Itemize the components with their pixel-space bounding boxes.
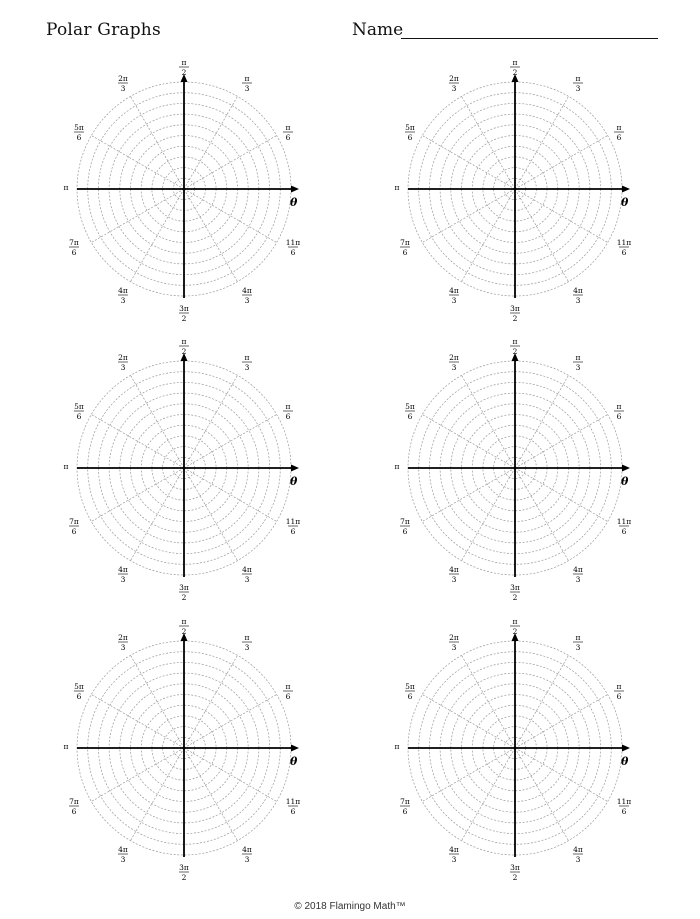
polar-graph: [395, 58, 632, 323]
angle-numerator: 4π: [242, 845, 252, 854]
angle-label: [242, 633, 252, 652]
copyright-footer: © 2018 Flamingo Math™: [294, 901, 406, 912]
angle-numerator: 5π: [74, 682, 84, 691]
angle-numerator: π: [285, 402, 291, 411]
angle-denominator: 6: [71, 527, 77, 536]
angle-denominator: 2: [181, 593, 187, 602]
angle-numerator: π: [181, 617, 187, 626]
angle-label: [69, 238, 79, 257]
angle-numerator: π: [512, 337, 518, 346]
angle-numerator: 4π: [118, 286, 128, 295]
angle-numerator: π: [244, 353, 250, 362]
radial-line: [422, 748, 515, 802]
angle-label: [449, 74, 459, 93]
angle-label: [573, 74, 583, 93]
theta-axis-label: θ: [290, 475, 298, 488]
angle-numerator: 11π: [616, 517, 632, 526]
angle-label: [242, 286, 252, 305]
polar-graph: [64, 617, 301, 882]
angle-label: [614, 123, 624, 142]
angle-numerator: 5π: [405, 682, 415, 691]
angle-numerator: 11π: [285, 517, 301, 526]
angle-denominator: 2: [512, 68, 518, 77]
angle-label-pi: π: [63, 462, 69, 471]
radial-line: [422, 189, 515, 243]
angle-denominator: 3: [120, 363, 126, 372]
angle-denominator: 6: [285, 692, 291, 701]
angle-label: [283, 402, 293, 421]
angle-label: [449, 353, 459, 372]
angle-label: [510, 337, 520, 356]
angle-label: [69, 517, 79, 536]
angle-numerator: 4π: [449, 286, 459, 295]
angle-denominator: 6: [285, 412, 291, 421]
angle-label: [286, 797, 301, 816]
angle-label: [118, 353, 128, 372]
angle-label: [64, 462, 69, 471]
polar-graph: [395, 617, 632, 882]
angle-numerator: 4π: [242, 565, 252, 574]
angle-label: [118, 286, 128, 305]
angle-denominator: 6: [407, 412, 413, 421]
angle-denominator: 3: [451, 296, 457, 305]
angle-label: [286, 517, 301, 536]
angle-numerator: 5π: [74, 123, 84, 132]
angle-label: [617, 797, 632, 816]
angle-label: [283, 123, 293, 142]
angle-label: [179, 863, 189, 882]
angle-numerator: 3π: [179, 863, 189, 872]
angle-label-pi: π: [394, 742, 400, 751]
radial-line: [515, 189, 608, 243]
angle-denominator: 6: [616, 133, 622, 142]
angle-numerator: 2π: [449, 353, 459, 362]
angle-label: [614, 402, 624, 421]
angle-denominator: 3: [451, 363, 457, 372]
angle-denominator: 3: [244, 363, 250, 372]
angle-numerator: 11π: [285, 238, 301, 247]
angle-denominator: 3: [120, 296, 126, 305]
angle-label: [242, 74, 252, 93]
angle-numerator: 7π: [69, 238, 79, 247]
angle-denominator: 3: [451, 575, 457, 584]
angle-label: [573, 353, 583, 372]
angle-label: [242, 845, 252, 864]
angle-denominator: 3: [244, 296, 250, 305]
radial-line: [515, 375, 569, 468]
angle-label: [573, 633, 583, 652]
angle-label: [179, 304, 189, 323]
angle-denominator: 3: [244, 575, 250, 584]
angle-denominator: 6: [290, 807, 296, 816]
angle-numerator: 3π: [510, 304, 520, 313]
angle-label: [617, 517, 632, 536]
angle-numerator: 4π: [573, 286, 583, 295]
angle-numerator: π: [616, 123, 622, 132]
angle-denominator: 3: [451, 855, 457, 864]
angle-numerator: π: [512, 617, 518, 626]
angle-denominator: 3: [120, 855, 126, 864]
angle-label: [242, 565, 252, 584]
angle-denominator: 3: [120, 643, 126, 652]
angle-label-pi: π: [394, 462, 400, 471]
angle-label: [449, 286, 459, 305]
angle-numerator: π: [616, 682, 622, 691]
polar-graph: [395, 337, 632, 602]
angle-label: [449, 845, 459, 864]
angle-label-pi: π: [394, 183, 400, 192]
theta-axis-label: θ: [290, 755, 298, 768]
angle-numerator: π: [285, 123, 291, 132]
angle-numerator: 3π: [179, 583, 189, 592]
angle-denominator: 3: [451, 84, 457, 93]
angle-label: [614, 682, 624, 701]
angle-label: [118, 565, 128, 584]
angle-denominator: 2: [181, 873, 187, 882]
angle-numerator: π: [181, 58, 187, 67]
angle-numerator: 2π: [449, 74, 459, 83]
angle-numerator: 4π: [573, 845, 583, 854]
angle-denominator: 6: [621, 807, 627, 816]
angle-label: [617, 238, 632, 257]
angle-denominator: 6: [285, 133, 291, 142]
radial-line: [91, 748, 184, 802]
angle-numerator: 7π: [400, 797, 410, 806]
axis-arrow-right: [291, 186, 299, 193]
angle-numerator: π: [285, 682, 291, 691]
angle-denominator: 2: [181, 314, 187, 323]
angle-denominator: 3: [120, 84, 126, 93]
angle-label: [510, 304, 520, 323]
angle-label: [64, 183, 69, 192]
angle-denominator: 2: [512, 314, 518, 323]
radial-line: [91, 468, 184, 522]
angle-denominator: 3: [575, 363, 581, 372]
radial-line: [515, 655, 569, 748]
polar-graph: [64, 58, 301, 323]
angle-label: [283, 682, 293, 701]
angle-numerator: 7π: [400, 517, 410, 526]
angle-numerator: 4π: [242, 286, 252, 295]
angle-denominator: 3: [244, 84, 250, 93]
angle-denominator: 3: [575, 84, 581, 93]
axis-arrow-right: [622, 186, 630, 193]
angle-numerator: 4π: [118, 845, 128, 854]
angle-numerator: π: [616, 402, 622, 411]
page-title: Polar Graphs: [46, 20, 161, 40]
angle-numerator: 2π: [118, 633, 128, 642]
angle-label: [74, 682, 84, 701]
angle-label: [405, 682, 415, 701]
angle-label: [179, 337, 189, 356]
radial-line: [184, 748, 277, 802]
angle-denominator: 6: [76, 412, 82, 421]
angle-numerator: 2π: [449, 633, 459, 642]
angle-label: [118, 74, 128, 93]
angle-label: [286, 238, 301, 257]
angle-numerator: π: [575, 74, 581, 83]
angle-label: [449, 633, 459, 652]
angle-denominator: 6: [290, 527, 296, 536]
angle-label: [510, 863, 520, 882]
angle-denominator: 3: [244, 643, 250, 652]
axis-arrow-right: [291, 465, 299, 472]
angle-denominator: 3: [575, 643, 581, 652]
angle-numerator: π: [181, 337, 187, 346]
angle-denominator: 6: [616, 412, 622, 421]
angle-denominator: 6: [621, 248, 627, 257]
angle-numerator: 7π: [69, 517, 79, 526]
angle-label-pi: π: [63, 183, 69, 192]
angle-denominator: 3: [575, 575, 581, 584]
angle-label: [405, 123, 415, 142]
angle-label: [118, 845, 128, 864]
angle-label: [400, 238, 410, 257]
angle-denominator: 6: [76, 133, 82, 142]
angle-label: [69, 797, 79, 816]
angle-numerator: 4π: [449, 845, 459, 854]
angle-denominator: 6: [71, 248, 77, 257]
angle-label: [74, 402, 84, 421]
angle-denominator: 6: [402, 527, 408, 536]
angle-numerator: π: [575, 353, 581, 362]
angle-numerator: 11π: [285, 797, 301, 806]
theta-axis-label: θ: [621, 755, 629, 768]
radial-line: [184, 468, 277, 522]
angle-denominator: 6: [407, 692, 413, 701]
angle-numerator: π: [575, 633, 581, 642]
angle-label: [573, 845, 583, 864]
radial-line: [515, 96, 569, 189]
angle-numerator: π: [244, 74, 250, 83]
angle-label: [449, 565, 459, 584]
angle-numerator: 2π: [118, 353, 128, 362]
angle-numerator: 5π: [405, 402, 415, 411]
angle-numerator: 4π: [118, 565, 128, 574]
angle-numerator: π: [512, 58, 518, 67]
angle-denominator: 6: [290, 248, 296, 257]
angle-denominator: 3: [451, 643, 457, 652]
radial-line: [184, 655, 238, 748]
angle-label: [400, 797, 410, 816]
theta-axis-label: θ: [290, 196, 298, 209]
angle-denominator: 6: [616, 692, 622, 701]
radial-line: [422, 468, 515, 522]
angle-denominator: 3: [575, 296, 581, 305]
angle-numerator: 5π: [74, 402, 84, 411]
angle-denominator: 2: [181, 347, 187, 356]
radial-line: [184, 189, 277, 243]
angle-denominator: 6: [402, 248, 408, 257]
angle-numerator: 3π: [510, 583, 520, 592]
angle-denominator: 3: [575, 855, 581, 864]
angle-numerator: 7π: [400, 238, 410, 247]
angle-denominator: 2: [512, 627, 518, 636]
radial-line: [515, 468, 608, 522]
angle-label: [179, 617, 189, 636]
angle-label: [510, 58, 520, 77]
polar-graph: [64, 337, 301, 602]
angle-numerator: 3π: [510, 863, 520, 872]
axis-arrow-right: [622, 465, 630, 472]
angle-label: [179, 583, 189, 602]
angle-denominator: 6: [621, 527, 627, 536]
name-label: Name: [352, 20, 404, 40]
theta-axis-label: θ: [621, 196, 629, 209]
radial-line: [515, 748, 608, 802]
angle-label: [179, 58, 189, 77]
angle-numerator: 11π: [616, 797, 632, 806]
angle-label: [74, 123, 84, 142]
angle-label: [405, 402, 415, 421]
angle-label: [395, 742, 400, 751]
axis-arrow-right: [622, 745, 630, 752]
angle-label: [573, 286, 583, 305]
angle-label: [510, 617, 520, 636]
angle-label: [573, 565, 583, 584]
angle-label: [395, 462, 400, 471]
angle-numerator: π: [244, 633, 250, 642]
angle-denominator: 2: [181, 627, 187, 636]
radial-line: [91, 189, 184, 243]
angle-numerator: 5π: [405, 123, 415, 132]
angle-label-pi: π: [63, 742, 69, 751]
angle-denominator: 2: [512, 593, 518, 602]
angle-denominator: 3: [244, 855, 250, 864]
angle-denominator: 2: [512, 873, 518, 882]
angle-numerator: 11π: [616, 238, 632, 247]
angle-numerator: 3π: [179, 304, 189, 313]
angle-label: [400, 517, 410, 536]
angle-label: [242, 353, 252, 372]
angle-denominator: 6: [407, 133, 413, 142]
angle-label: [510, 583, 520, 602]
angle-denominator: 2: [181, 68, 187, 77]
angle-denominator: 6: [402, 807, 408, 816]
angle-denominator: 3: [120, 575, 126, 584]
radial-line: [184, 96, 238, 189]
angle-numerator: 7π: [69, 797, 79, 806]
angle-label: [118, 633, 128, 652]
axis-arrow-right: [291, 745, 299, 752]
angle-label: [395, 183, 400, 192]
theta-axis-label: θ: [621, 475, 629, 488]
angle-numerator: 2π: [118, 74, 128, 83]
angle-numerator: 4π: [573, 565, 583, 574]
angle-denominator: 2: [512, 347, 518, 356]
angle-denominator: 6: [71, 807, 77, 816]
angle-numerator: 4π: [449, 565, 459, 574]
angle-label: [64, 742, 69, 751]
angle-denominator: 6: [76, 692, 82, 701]
radial-line: [184, 375, 238, 468]
